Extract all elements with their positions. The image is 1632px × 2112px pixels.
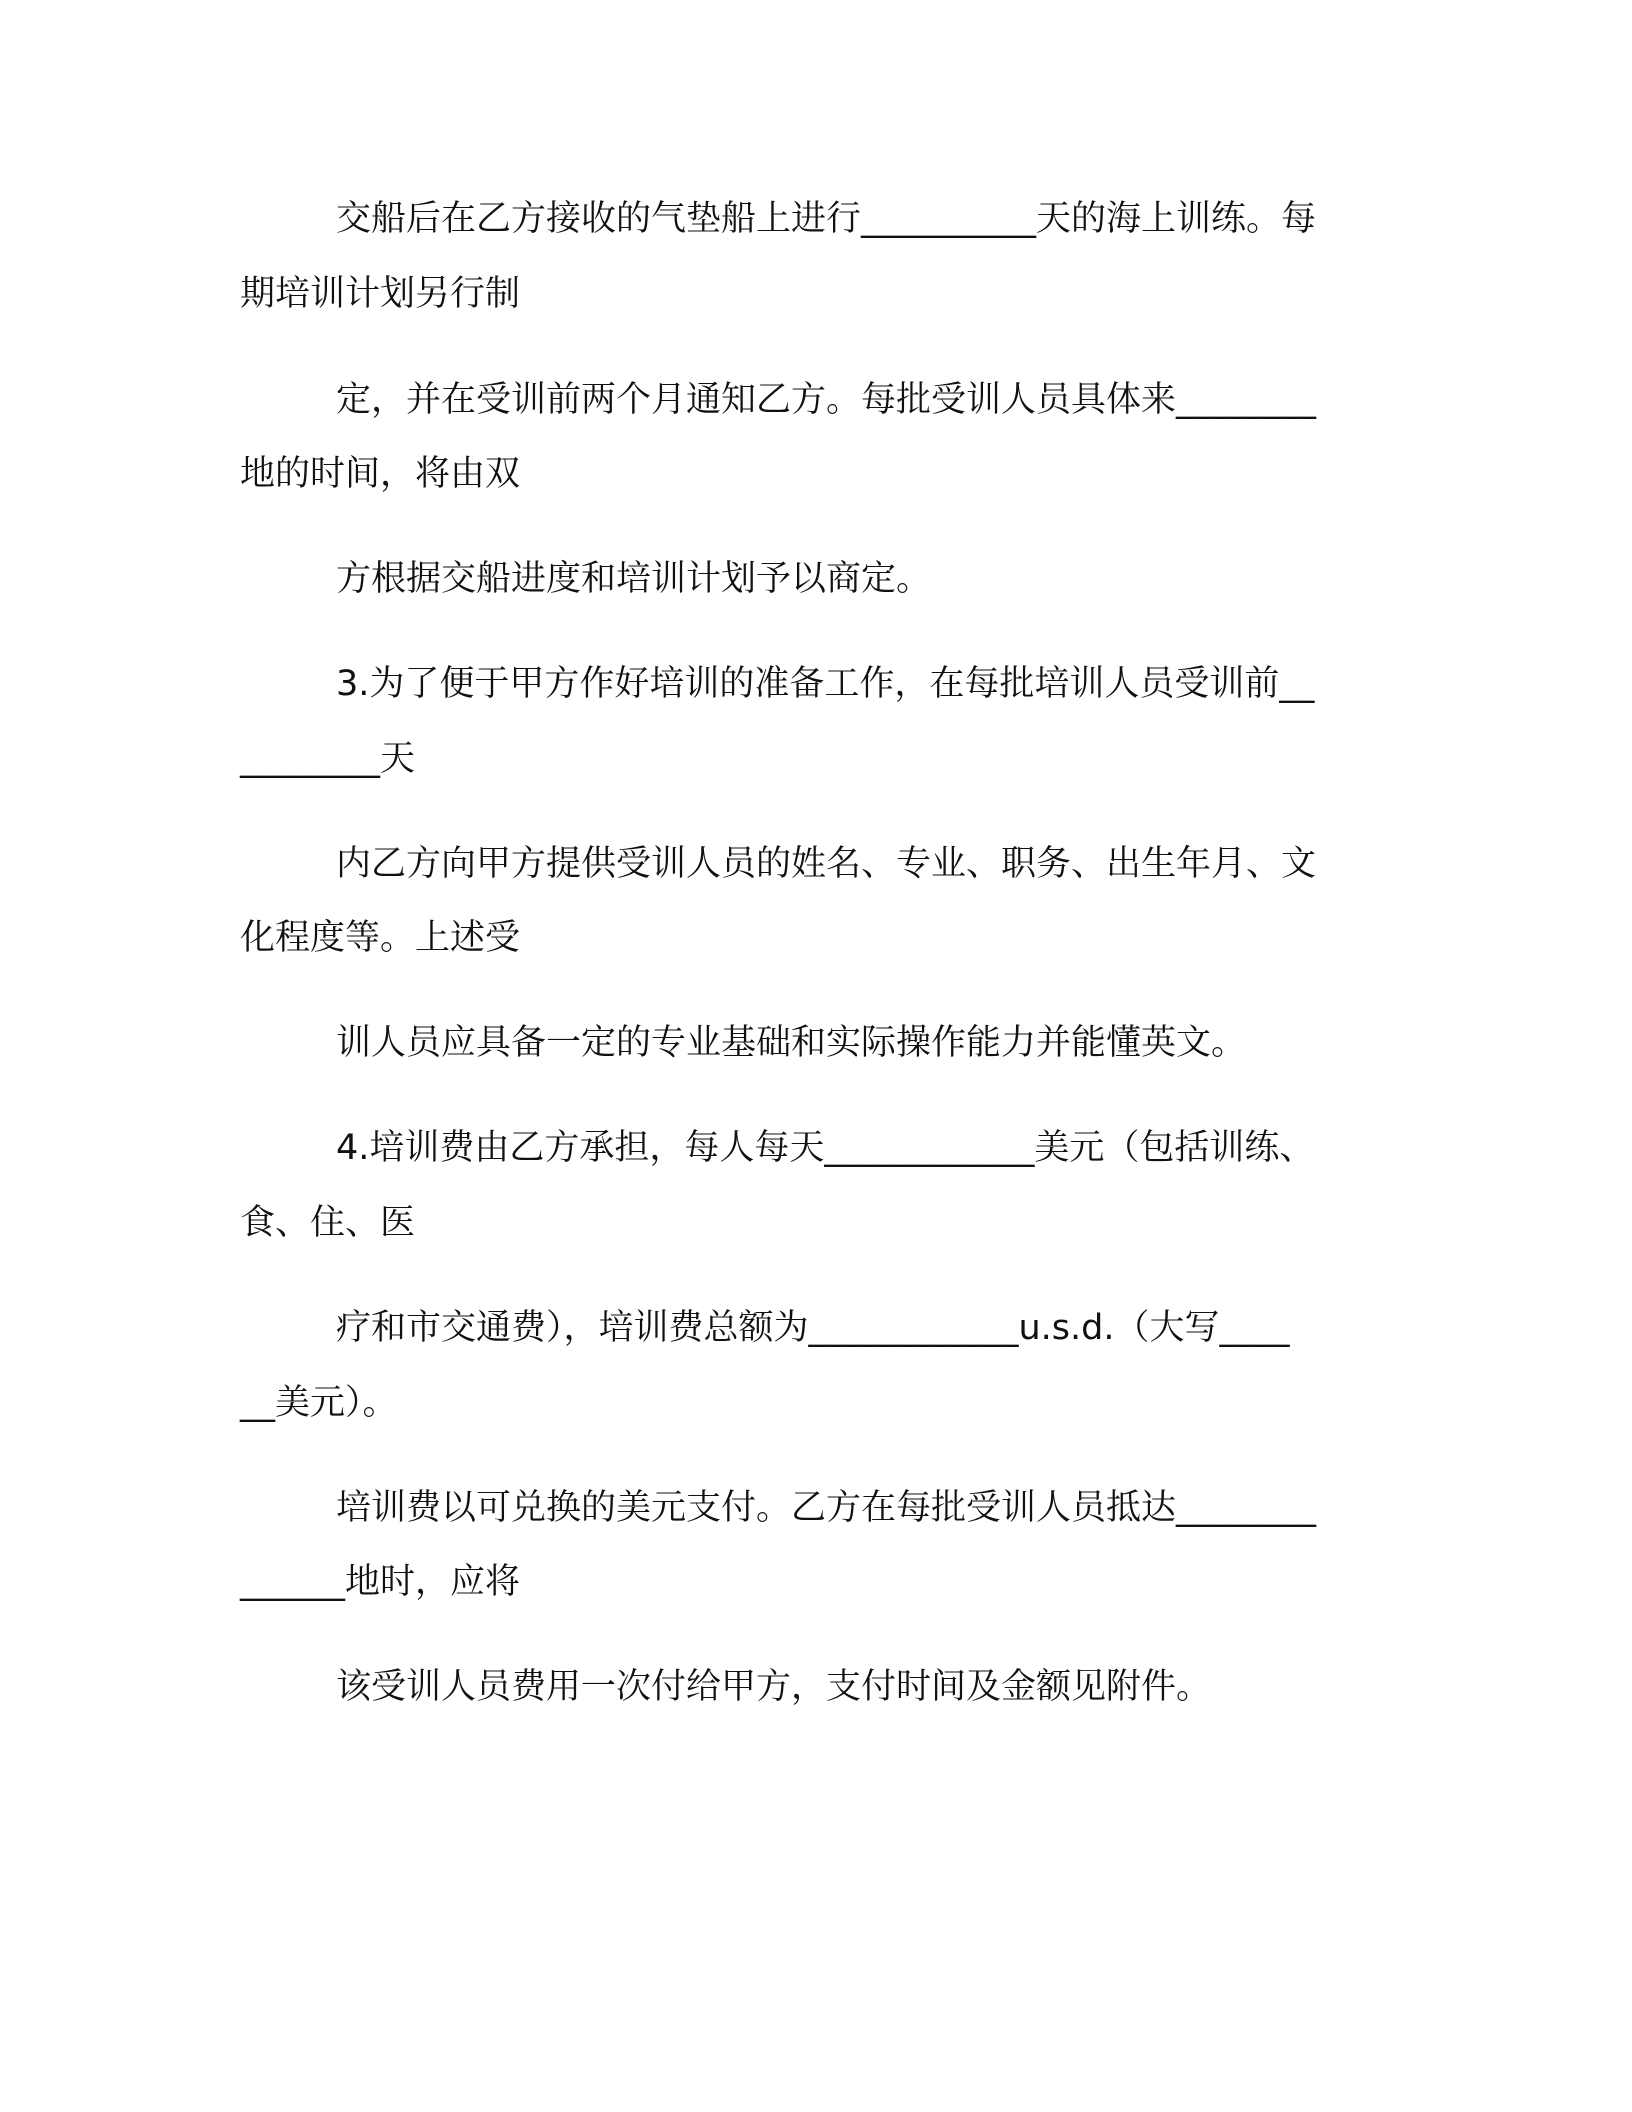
text-line: 定，并在受训前两个月通知乙方。每批受训人员具体来________ bbox=[336, 380, 1317, 420]
text-line: 4.培训费由乙方承担，每人每天____________美元（包括训练、 bbox=[336, 1128, 1315, 1168]
text-line: 期培训计划另行制 bbox=[240, 274, 521, 314]
text-line: 培训费以可兑换的美元支付。乙方在每批受训人员抵达________ bbox=[336, 1488, 1317, 1528]
text-line: 内乙方向甲方提供受训人员的姓名、专业、职务、出生年月、文 bbox=[336, 844, 1317, 884]
text-line: __美元）。 bbox=[240, 1383, 398, 1423]
text-line: 方根据交船进度和培训计划予以商定。 bbox=[336, 559, 932, 599]
text-line: 食、住、医 bbox=[240, 1203, 416, 1243]
text-line: 训人员应具备一定的专业基础和实际操作能力并能懂英文。 bbox=[336, 1023, 1247, 1063]
text-line: ______地时，应将 bbox=[240, 1562, 521, 1602]
text-line: 交船后在乙方接收的气垫船上进行__________天的海上训练。每 bbox=[336, 199, 1317, 239]
text-line: 化程度等。上述受 bbox=[240, 918, 521, 958]
text-line: 3.为了便于甲方作好培训的准备工作，在每批培训人员受训前__ bbox=[336, 664, 1315, 704]
text-line: 地的时间，将由双 bbox=[240, 454, 521, 494]
text-line: ________天 bbox=[240, 739, 416, 779]
text-line: 该受训人员费用一次付给甲方，支付时间及金额见附件。 bbox=[336, 1667, 1212, 1707]
text-line: 疗和市交通费），培训费总额为____________u.s.d.（大写____ bbox=[336, 1308, 1290, 1348]
